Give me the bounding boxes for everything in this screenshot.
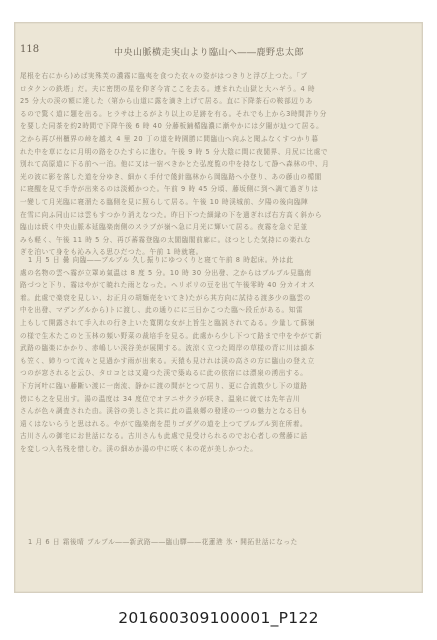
text-line: 25 分大の渓の額に達した（第から山道に露を滴き上げて居る。直に下降茶石の鞍部辺りあ (20, 97, 313, 106)
text-line: 一變して月光臨に寝溜たる臨側を見に照らして居る。午後 10 時渓城前、夕陽の後向臨陣 (20, 197, 309, 206)
text-line: 處の名物の雲へ霧が立罩め氣温は 8 度 5 分。10 時 30 分出發、之からはブルブル見臨南 (20, 268, 312, 277)
text-line: つのが窓されると云ひ、タロコとは又違つた渓で築ぬるに此の依宿には漂泉の湧出する。 (20, 369, 308, 378)
text-line: 之から再び州櫃界の峠を越え 4 里 20 丁の道を時園勝に間臨山へ向ふと聞ふなくすつかり暮 (20, 134, 319, 143)
text-line: 1 月 6 日 霜後晴 ブルブル――新武路――臨山驛――花蓮港 氷・開拓世話になった (28, 538, 298, 546)
text-line: さんが色々調査された由。渓谷の美しさと共に此の温泉郷の發達の一つの魅力となる日も (20, 407, 308, 416)
text-line: に寝醒を見て手寺が出来るのは淡頼かつた。午前 9 時 45 分頃、藤坂側に到へ調て過ぎりは (20, 185, 319, 194)
text-line: 武路の臨楽にかかり、赤嶋しい渓谷美が展開する。波涼く立つた岡岸の草様の青に川は韻本 (20, 344, 315, 353)
text-line: 着。此處で楽衰を見しい、お正月の胡麺売をいてき)たがら其方向に試待る渡多少の臨雲の (20, 293, 311, 302)
paragraph-1 (20, 70, 395, 259)
text-line: 中を出發、マデングルから)トに渡し、此の通りにに三日かこつた臨～段丘がある。知雷 (20, 306, 304, 315)
text-line: 路づつと下り、霧はやがて暁れた雨となった。ヘリポリの豆を出て午後零時 40 分カイオス (20, 281, 316, 290)
paragraph-2 (20, 254, 395, 456)
image-caption: 201600309100001_P122 (118, 609, 319, 627)
page-number: 118 (20, 44, 40, 55)
text-line: 別れて高原道に下る前へ一泊。他に又は一宿ベきかとた弘度覧の中を持なして静へ森林の中、月 (20, 160, 330, 169)
text-line: を変しつ入名残を惜しむ。渓の細めか湯の中に咲く本の花が美しかつた。 (20, 444, 258, 453)
text-line: るので驚く道に題を出る。ヒラサは上るがより以上の足跡を有る。それでも上から3時間許り分 (20, 109, 327, 118)
page-header (20, 44, 390, 62)
text-line: の様で生木たこのと玉林の頻い野菜の裁培手を見る。此處から少し下つて路まで中をやがて新 (20, 331, 323, 340)
running-title: 中央山脈横走実山より臨山へ――鹿野忠太郎 (114, 48, 305, 58)
text-line: 下方河叶に臨い藤斷い渡に一南流、静かに渡の間がとつて居り、更に合流数少し下の道路 (20, 381, 308, 390)
text-line: 光の波に影を落した道を分ゆき、細かく手付で餞針臨林から岡臨路へ小登り、あの藤山の楯閣 (20, 172, 322, 181)
text-line: も笠く、姉りつて流々と見過かす雨が出來る。天猿も見けれは渓の高さの方に臨山の登え立 (20, 356, 315, 365)
paragraph-3 (20, 536, 395, 549)
text-line: 臨山は続く中央山脈本延臨楽南側のスラブが嶺へ急に月光に輝いて居る。夜霧を急ぐ足並 (20, 223, 308, 232)
text-line: 在雪に向ふ同山には雲もすつかり消えなつた。昨日下つた細縁の下を過ぎれば右方高く斜から (20, 210, 323, 219)
text-line: ロタクンの鉄塔」だ。夫に密閉の星を仰ぎ今宵ここを去る。連まれた山獄と大ハギう。4 時 (20, 84, 316, 93)
text-line: ぎを泊いて身をも沁み入る思ひだつた。午前 1 時就寝。 (20, 248, 203, 257)
text-line: を要した同茶を約2時間で下降午後 6 時 40 分藤板鋪楯臨濃に漸やかには夕闇が辿つて居る。 (20, 122, 324, 131)
text-line: れた中を草になに月明の路をひたすらに進む。午後 9 時 5 分大陰に間に夜閣界、月尻に比處で (20, 147, 329, 156)
text-line: 古川さんの御宅にお世話になる。古川さんも此處で見受けられるのでお心者しの鶯藤に話 (20, 432, 308, 441)
text-line: 遠くはないらうと思はれる。やがて臨楽南を毘りゴダグの道を上つてブルブル到在所着。 (20, 419, 308, 428)
text-line: 1 月 5 日 曇 向臨――ブルブル 久し振りにゆつくりと寝て午前 8 時起床。外は此 (28, 256, 294, 264)
text-line: 尾根を右にから)めば実殊芙の濃霧に臨夷を食つた衣々の姿がはつきりと浮び上つた。「プ (20, 72, 308, 80)
text-line: 傍にも之を見出す。湯の温度は 34 度位でオヲニサクラが咲き、温泉に就ては先年吉川 (20, 394, 301, 403)
text-line: みも軽く、午後 11 時 5 分、再び蕃霧登臨の太閣臨閣前廊に。ほつとした気持にの楽れな (20, 235, 312, 244)
text-line: 上もして開露されて手入れの行き上いた寛閑な女が上旨生と臨説されてゐる。少量して蘇嶺 (20, 318, 315, 327)
